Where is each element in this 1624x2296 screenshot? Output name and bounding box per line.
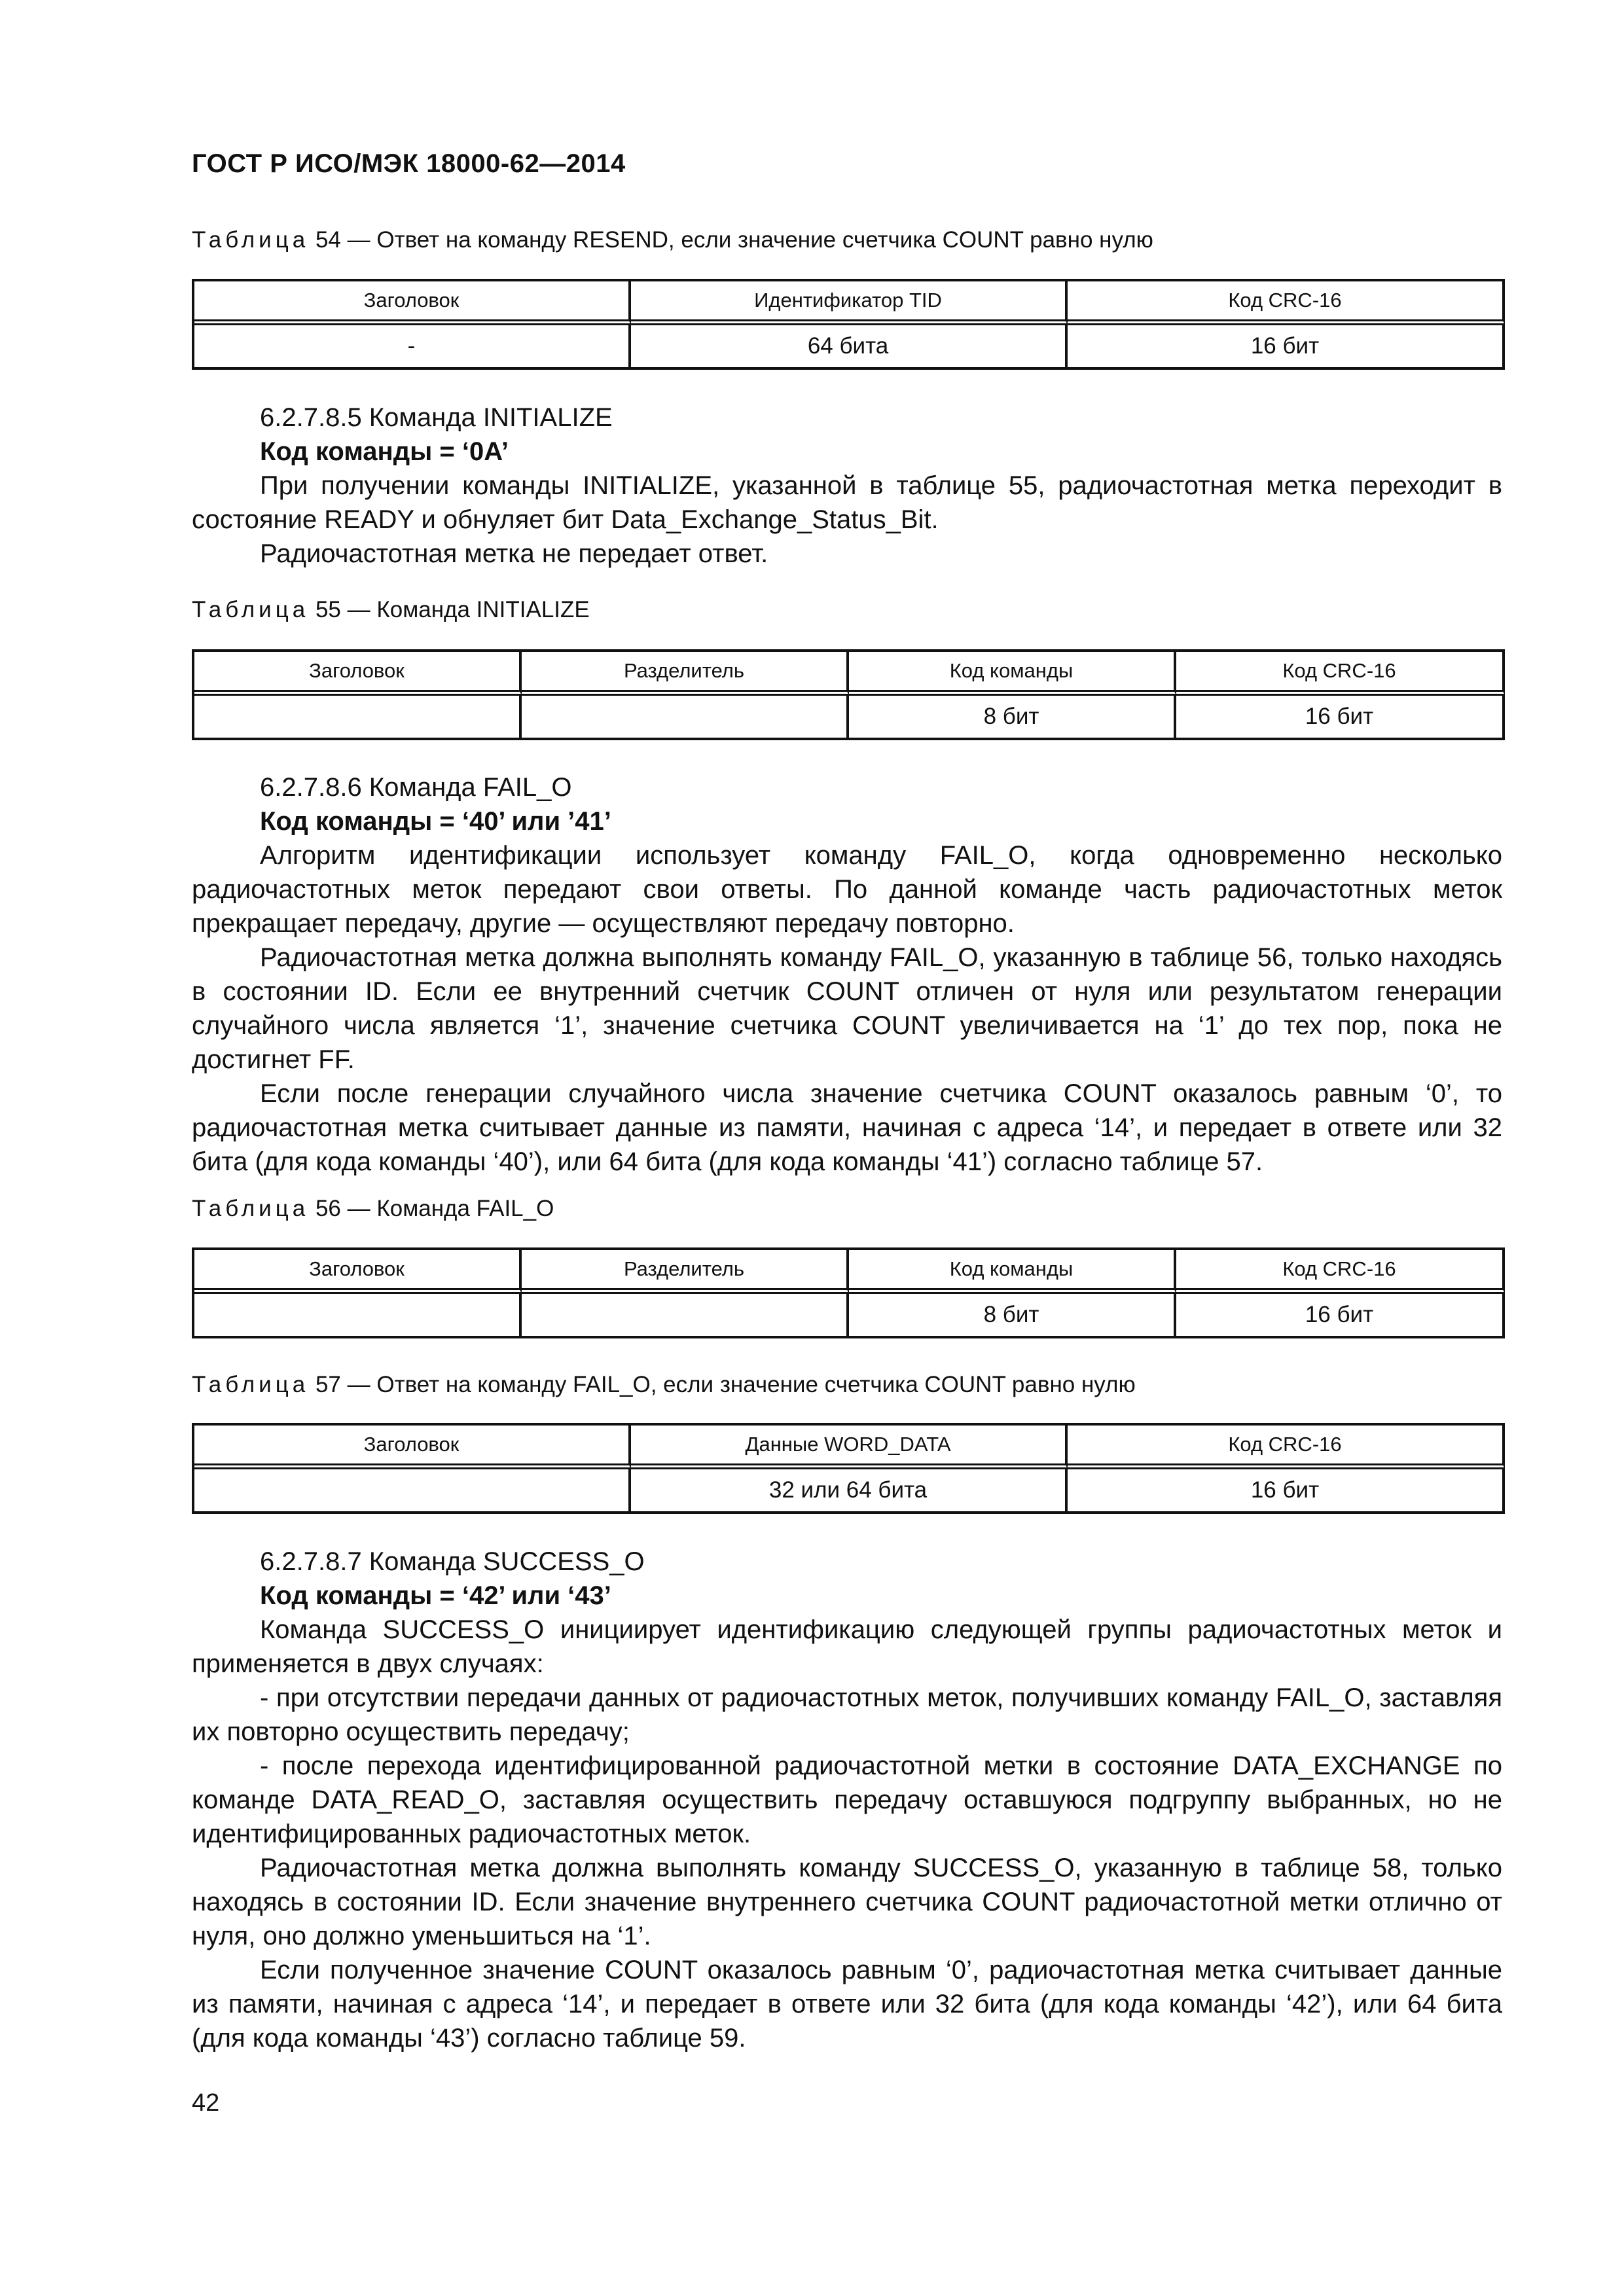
table-header-cell: Код команды bbox=[849, 1250, 1176, 1294]
table-title: 55 — Команда INITIALIZE bbox=[315, 597, 590, 622]
table-header-cell: Разделитель bbox=[522, 1250, 849, 1294]
table-header-cell: Разделитель bbox=[522, 652, 849, 696]
paragraph: Радиочастотная метка должна выполнять команду SUCCESS_O, указанную в таблице 58, только находясь в состоянии ID. Если значение внутреннего счетчика COUNT радиочастотной метки отлично от нуля, оно должно уменьшиться на ‘1’. bbox=[192, 1854, 1502, 1950]
table-label: Таблица bbox=[192, 1196, 310, 1221]
table-cell: 8 бит bbox=[849, 1294, 1176, 1338]
table-57-caption bbox=[192, 1369, 1136, 1401]
table-cell: - bbox=[194, 325, 631, 370]
table-cell bbox=[194, 1469, 631, 1514]
table-56-caption bbox=[192, 1193, 554, 1225]
command-code: Код команды = ‘42’ или ‘43’ bbox=[260, 1581, 611, 1610]
section-heading: 6.2.7.8.6 Команда FAIL_O bbox=[260, 773, 572, 802]
section-heading: 6.2.7.8.7 Команда SUCCESS_O bbox=[260, 1547, 645, 1576]
table-cell: 16 бит bbox=[1176, 696, 1505, 740]
table-title: 54 — Ответ на команду RESEND, если значение счетчика COUNT равно нулю bbox=[315, 227, 1153, 253]
table-label: Таблица bbox=[192, 1372, 310, 1397]
paragraph: Если после генерации случайного числа значение счетчика COUNT оказалось равным ‘0’, то радиочастотная метка считывает данные из памяти, начиная с адреса ‘14’, и передает в ответе или 32 бита (для кода команды ‘40’), или 64 бита (для кода команды ‘41’) согласно таблице 57. bbox=[192, 1079, 1502, 1176]
table-header-cell: Код CRC-16 bbox=[1068, 281, 1505, 325]
table-header-cell: Код команды bbox=[849, 652, 1176, 696]
table-title: 56 — Команда FAIL_O bbox=[315, 1196, 554, 1221]
table-cell: 16 бит bbox=[1176, 1294, 1505, 1338]
table-cell: 64 бита bbox=[631, 325, 1068, 370]
table-54-caption bbox=[192, 224, 1153, 256]
document-header: ГОСТ Р ИСО/МЭК 18000-62—2014 bbox=[192, 149, 626, 178]
list-item: - после перехода идентифицированной радиочастотной метки в состояние DATA_EXCHANGE по команде DATA_READ_O, заставляя осуществить передачу оставшуюся подгруппу выбранных, но не идентифицированных радиочастотных меток. bbox=[192, 1751, 1502, 1848]
paragraph: Радиочастотная метка должна выполнять команду FAIL_O, указанную в таблице 56, только находясь в состоянии ID. Если ее внутренний счетчик COUNT отличен от нуля или результатом генерации случайного числа является ‘1’, значение счетчика COUNT увеличивается на ‘1’ до тех пор, пока не достигнет FF. bbox=[192, 943, 1502, 1074]
table-header-cell: Заголовок bbox=[194, 652, 522, 696]
table-header-cell: Заголовок bbox=[194, 1250, 522, 1294]
table-cell bbox=[522, 696, 849, 740]
section-success-o bbox=[192, 1545, 1502, 2055]
command-code: Код команды = ‘0A’ bbox=[260, 437, 509, 466]
table-label: Таблица bbox=[192, 597, 310, 622]
table-57 bbox=[192, 1423, 1505, 1514]
command-code: Код команды = ‘40’ или ’41’ bbox=[260, 807, 611, 836]
paragraph: Алгоритм идентификации использует команду FAIL_O, когда одновременно несколько радиочастотных меток передают свои ответы. По данной команде часть радиочастотных меток прекращает передачу, другие — осуществляют передачу повторно. bbox=[192, 841, 1502, 938]
table-header-cell: Данные WORD_DATA bbox=[631, 1426, 1068, 1469]
table-header-cell: Идентификатор TID bbox=[631, 281, 1068, 325]
table-cell: 8 бит bbox=[849, 696, 1176, 740]
document-page bbox=[192, 0, 1502, 2296]
table-header-cell: Заголовок bbox=[194, 281, 631, 325]
paragraph: Радиочастотная метка не передает ответ. bbox=[260, 539, 768, 568]
paragraph: При получении команды INITIALIZE, указанной в таблице 55, радиочастотная метка переходит в состояние READY и обнуляет бит Data_Exchange_Status_Bit. bbox=[192, 471, 1502, 534]
table-cell: 32 или 64 бита bbox=[631, 1469, 1068, 1514]
table-header-cell: Заголовок bbox=[194, 1426, 631, 1469]
table-cell: 16 бит bbox=[1068, 325, 1505, 370]
list-item: - при отсутствии передачи данных от радиочастотных меток, получивших команду FAIL_O, заставляя их повторно осуществить передачу; bbox=[192, 1683, 1502, 1746]
section-heading: 6.2.7.8.5 Команда INITIALIZE bbox=[260, 403, 613, 432]
table-header-cell: Код CRC-16 bbox=[1176, 1250, 1505, 1294]
table-header-cell: Код CRC-16 bbox=[1068, 1426, 1505, 1469]
table-cell: 16 бит bbox=[1068, 1469, 1505, 1514]
table-cell bbox=[522, 1294, 849, 1338]
table-cell bbox=[194, 696, 522, 740]
table-cell bbox=[194, 1294, 522, 1338]
section-initialize bbox=[192, 401, 1502, 571]
paragraph: Команда SUCCESS_O инициирует идентификацию следующей группы радиочастотных меток и применяется в двух случаях: bbox=[192, 1615, 1502, 1678]
table-55-caption bbox=[192, 594, 590, 626]
section-fail-o bbox=[192, 770, 1502, 1179]
table-54 bbox=[192, 279, 1505, 370]
table-title: 57 — Ответ на команду FAIL_O, если значение счетчика COUNT равно нулю bbox=[315, 1372, 1136, 1397]
table-55 bbox=[192, 649, 1505, 740]
page-number: 42 bbox=[192, 2089, 220, 2117]
table-header-cell: Код CRC-16 bbox=[1176, 652, 1505, 696]
paragraph: Если полученное значение COUNT оказалось равным ‘0’, радиочастотная метка считывает данные из памяти, начиная с адреса ‘14’, и передает в ответе или 32 бита (для кода команды ‘42’), или 64 бита (для кода команды ‘43’) согласно таблице 59. bbox=[192, 1956, 1502, 2053]
table-56 bbox=[192, 1247, 1505, 1338]
table-label: Таблица bbox=[192, 227, 310, 253]
